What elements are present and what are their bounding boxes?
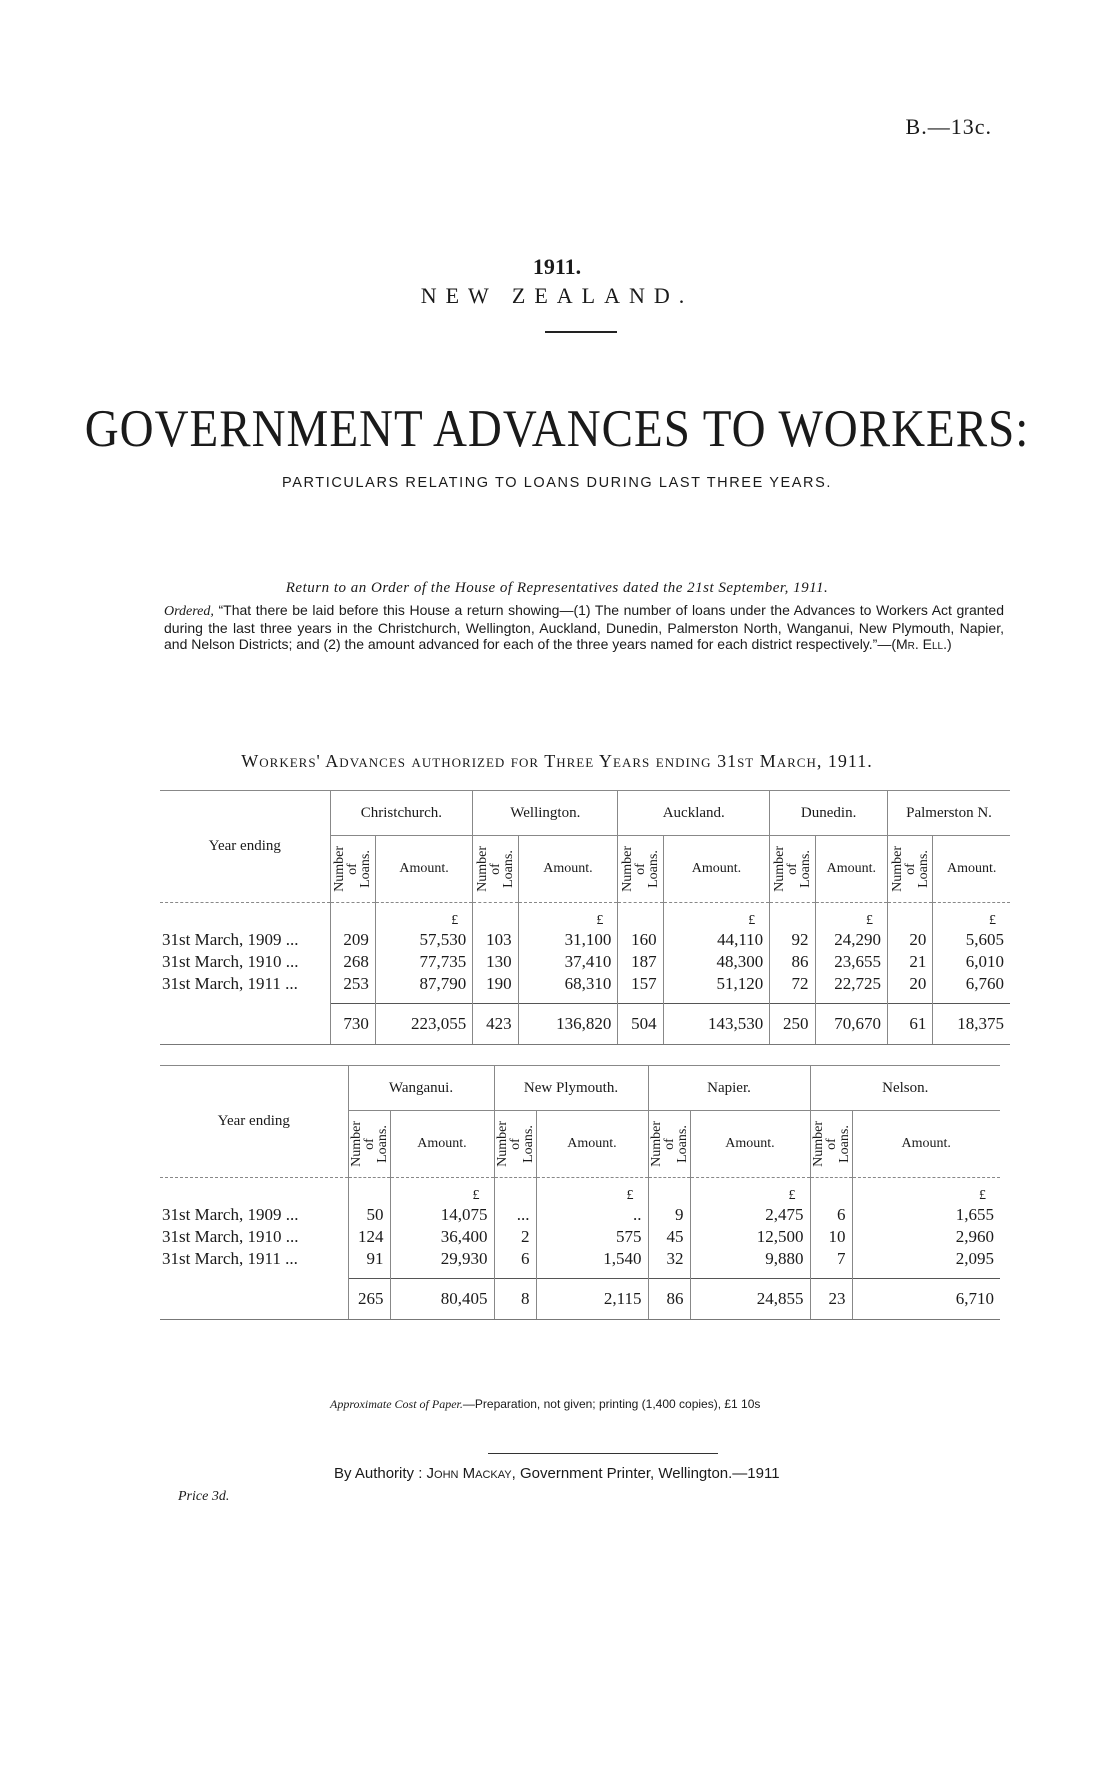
number-of-loans-header: Number of Loans. [494, 1111, 536, 1178]
pound-sign: £ [663, 903, 770, 930]
cell-amount: 37,410 [518, 951, 618, 973]
total-amount: 24,855 [690, 1279, 810, 1320]
cell-loans: 2 [494, 1226, 536, 1248]
price-label: Price 3d. [178, 1489, 230, 1504]
number-of-loans-header: Number of Loans. [348, 1111, 390, 1178]
pound-sign: £ [390, 1178, 494, 1205]
row-year: 31st March, 1910 ... [162, 952, 299, 971]
return-order-line: Return to an Order of the House of Representatives dated the 21st September, 1911. [285, 580, 829, 596]
printer-name: John Mackay [426, 1465, 512, 1482]
order-mover: Mr. Ell [895, 636, 944, 652]
amount-header: Amount. [852, 1111, 1000, 1178]
cost-label: Approximate Cost of Paper. [330, 1397, 463, 1411]
table-row [160, 951, 1010, 973]
subtitle: PARTICULARS RELATING TO LOANS DURING LAST THREE YEARS. [282, 475, 832, 491]
footer-rule [488, 1453, 718, 1454]
cell-amount: 6,760 [933, 973, 1010, 995]
total-loans: 265 [348, 1279, 390, 1320]
total-loans: 730 [330, 1004, 375, 1045]
cell-amount: 12,500 [690, 1226, 810, 1248]
cell-amount: 24,290 [815, 929, 888, 951]
authority-line: By Authority : John Mackay, Government Printer, Wellington.—1911 [334, 1465, 780, 1482]
district-header: Nelson. [810, 1066, 1000, 1111]
cell-amount: 51,120 [663, 973, 770, 995]
total-amount: 143,530 [663, 1004, 770, 1045]
cell-amount: 9,880 [690, 1248, 810, 1270]
total-amount: 6,710 [852, 1279, 1000, 1320]
row-year: 31st March, 1909 ... [162, 930, 299, 949]
total-loans: 504 [618, 1004, 663, 1045]
pound-sign: £ [690, 1178, 810, 1205]
cell-amount: .. [536, 1204, 648, 1226]
district-header: New Plymouth. [494, 1066, 648, 1111]
district-header: Auckland. [618, 791, 770, 836]
total-amount: 18,375 [933, 1004, 1010, 1045]
total-amount: 2,115 [536, 1279, 648, 1320]
pound-sign: £ [933, 903, 1010, 930]
cell-amount: 48,300 [663, 951, 770, 973]
order-close: .) [943, 636, 952, 652]
table-row [160, 1204, 1000, 1226]
total-amount: 70,670 [815, 1004, 888, 1045]
district-header: Christchurch. [330, 791, 473, 836]
cell-amount: 5,605 [933, 929, 1010, 951]
number-of-loans-header: Number of Loans. [648, 1111, 690, 1178]
order-paragraph [164, 602, 1004, 652]
table-row [160, 1226, 1000, 1248]
main-title: GOVERNMENT ADVANCES TO WORKERS: [84, 399, 1030, 459]
row-year: 31st March, 1911 ... [162, 1249, 298, 1268]
district-header: Wellington. [473, 791, 618, 836]
total-loans: 423 [473, 1004, 518, 1045]
number-of-loans-header: Number of Loans. [330, 836, 375, 903]
pound-sign: £ [375, 903, 472, 930]
number-of-loans-header: Number of Loans. [473, 836, 518, 903]
district-header: Palmerston N. [888, 791, 1010, 836]
cell-loans: 6 [810, 1204, 852, 1226]
amount-header: Amount. [815, 836, 888, 903]
total-amount: 223,055 [375, 1004, 472, 1045]
cell-amount: 57,530 [375, 929, 472, 951]
table-row [160, 973, 1010, 995]
cell-amount: 2,475 [690, 1204, 810, 1226]
amount-header: Amount. [690, 1111, 810, 1178]
country-heading: NEW ZEALAND. [420, 283, 694, 308]
cell-loans: 124 [348, 1226, 390, 1248]
cell-amount: 6,010 [933, 951, 1010, 973]
cell-loans: 72 [770, 973, 815, 995]
total-amount: 80,405 [390, 1279, 494, 1320]
district-header: Napier. [648, 1066, 810, 1111]
cell-loans: 190 [473, 973, 518, 995]
pound-sign: £ [815, 903, 888, 930]
cell-amount: 87,790 [375, 973, 472, 995]
number-of-loans-header: Number of Loans. [810, 1111, 852, 1178]
row-year: 31st March, 1911 ... [162, 974, 298, 993]
header-rule [545, 331, 617, 333]
pound-sign: £ [518, 903, 618, 930]
row-year: 31st March, 1909 ... [162, 1205, 299, 1224]
number-of-loans-header: Number of Loans. [770, 836, 815, 903]
cell-amount: 2,960 [852, 1226, 1000, 1248]
advances-table-2 [160, 1065, 1000, 1320]
cell-loans: 50 [348, 1204, 390, 1226]
pound-sign: £ [536, 1178, 648, 1205]
total-loans: 250 [770, 1004, 815, 1045]
table-title: Workers' Advances authorized for Three Years ending 31st March, 1911. [241, 751, 873, 771]
cell-amount: 1,655 [852, 1204, 1000, 1226]
cell-loans: 91 [348, 1248, 390, 1270]
cell-loans: 9 [648, 1204, 690, 1226]
cell-loans: 32 [648, 1248, 690, 1270]
cell-amount: 575 [536, 1226, 648, 1248]
amount-header: Amount. [375, 836, 472, 903]
cell-loans: 21 [888, 951, 933, 973]
amount-header: Amount. [663, 836, 770, 903]
cell-loans: 130 [473, 951, 518, 973]
cell-amount: 31,100 [518, 929, 618, 951]
cell-loans: 103 [473, 929, 518, 951]
number-of-loans-header: Number of Loans. [888, 836, 933, 903]
cell-loans: 253 [330, 973, 375, 995]
document-year: 1911. [532, 254, 582, 279]
cell-loans: 268 [330, 951, 375, 973]
cell-loans: 160 [618, 929, 663, 951]
year-ending-header: Year ending [160, 791, 330, 903]
totals-row [160, 1004, 1010, 1045]
cell-amount: 22,725 [815, 973, 888, 995]
total-loans: 8 [494, 1279, 536, 1320]
total-loans: 23 [810, 1279, 852, 1320]
cell-loans: 92 [770, 929, 815, 951]
cell-amount: 29,930 [390, 1248, 494, 1270]
total-loans: 86 [648, 1279, 690, 1320]
cell-loans: 6 [494, 1248, 536, 1270]
table-row [160, 1248, 1000, 1270]
cost-text: —Preparation, not given; printing (1,400 copies), £1 10s [462, 1397, 761, 1411]
cell-amount: 44,110 [663, 929, 770, 951]
pound-sign: £ [852, 1178, 1000, 1205]
cell-amount: 77,735 [375, 951, 472, 973]
cell-loans: 20 [888, 973, 933, 995]
cell-loans: 7 [810, 1248, 852, 1270]
table-row [160, 929, 1010, 951]
cell-amount: 23,655 [815, 951, 888, 973]
totals-row [160, 1279, 1000, 1320]
document-reference: B.—13c. [905, 114, 992, 139]
cell-loans: 209 [330, 929, 375, 951]
cell-loans: 10 [810, 1226, 852, 1248]
cell-loans: ... [494, 1204, 536, 1226]
cell-loans: 187 [618, 951, 663, 973]
cell-amount: 1,540 [536, 1248, 648, 1270]
total-amount: 136,820 [518, 1004, 618, 1045]
order-lead: Ordered, [164, 604, 214, 619]
cell-amount: 68,310 [518, 973, 618, 995]
cost-note [330, 1397, 760, 1412]
advances-table-1 [160, 790, 1010, 1045]
amount-header: Amount. [518, 836, 618, 903]
amount-header: Amount. [933, 836, 1010, 903]
amount-header: Amount. [536, 1111, 648, 1178]
total-loans: 61 [888, 1004, 933, 1045]
number-of-loans-header: Number of Loans. [618, 836, 663, 903]
district-header: Dunedin. [770, 791, 888, 836]
district-header: Wanganui. [348, 1066, 494, 1111]
cell-amount: 14,075 [390, 1204, 494, 1226]
year-ending-header: Year ending [160, 1066, 348, 1178]
cell-amount: 2,095 [852, 1248, 1000, 1270]
cell-amount: 36,400 [390, 1226, 494, 1248]
row-year: 31st March, 1910 ... [162, 1227, 299, 1246]
cell-loans: 20 [888, 929, 933, 951]
cell-loans: 157 [618, 973, 663, 995]
cell-loans: 45 [648, 1226, 690, 1248]
cell-loans: 86 [770, 951, 815, 973]
amount-header: Amount. [390, 1111, 494, 1178]
order-body: “That there be laid before this House a return showing—(1) The number of loans under the Advances to Workers Act granted during the last three years in the Christchurch, Wellington, Auckland, Dunedin, Palmerston North, Wanganui, New Plymouth, Napier, and Nelson Districts; and (2) the amount advanced for each of the three years named for each district respectively.”—( [164, 602, 1004, 652]
